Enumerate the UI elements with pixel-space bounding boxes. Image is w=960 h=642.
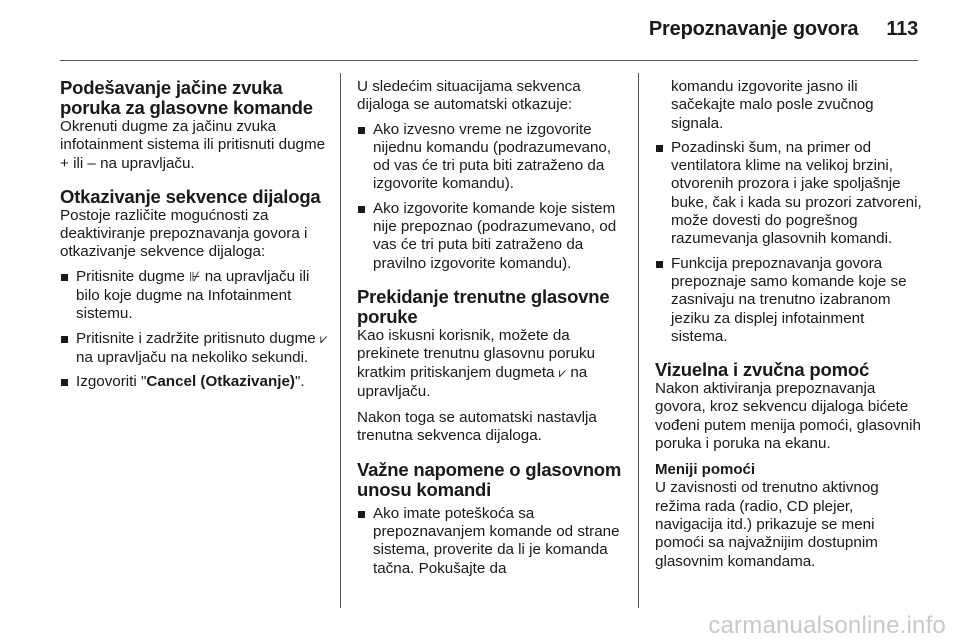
list-item xyxy=(60,330,328,368)
column-divider xyxy=(340,73,341,608)
paragraph: Nakon aktiviranja prepoznavanja govora, kroz sekvencu dijaloga bićete vođeni putem menija pomoći, glasovnih poruka i poruka na ekanu. xyxy=(655,380,921,453)
watermark: carmanualsonline.info xyxy=(708,612,946,639)
list-item-text: Pritisnite dugme xyxy=(76,267,185,285)
list-item: Funkcija prepoznavanja govora prepoznaje samo komande koje se zasnivaju na trenutno izabranom jeziku za displej infotainment sistema. xyxy=(655,255,923,346)
column-1 xyxy=(60,78,328,392)
page-title: Prepoznavanje govora xyxy=(648,18,859,40)
subsection-title: Meniji pomoći xyxy=(655,461,756,479)
paragraph: komandu izgovorite jasno ili sačekajte malo posle zvučnog signala. xyxy=(671,78,874,132)
command-text: Cancel (Otkazivanje) xyxy=(146,373,295,391)
header-divider xyxy=(60,60,918,61)
list-item-text: na upravljaču na nekoliko sekundi. xyxy=(76,348,309,366)
paragraph-text: na upravljaču. xyxy=(357,363,588,400)
column-divider xyxy=(638,73,639,608)
list-item: Ako imate poteškoća sa prepoznavanjem komande od strane sistema, proverite da li je komanda tačna. Pokušajte da xyxy=(357,505,627,578)
paragraph: Postoje različite mogućnosti za deaktiviranje prepoznavanja govora i otkazivanje sekvence dijaloga: xyxy=(60,206,308,261)
voice-icon: ⩗ xyxy=(558,365,567,381)
paragraph: U sledećim situacijama sekvenca dijaloga se automatski otkazuje: xyxy=(357,78,581,114)
section-title: Prekidanje trenutne glasovne poruke xyxy=(357,285,610,327)
paragraph: U zavisnosti od trenutno aktivnog režima rada (radio, CD plejer, navigacija itd.) prikazuje se meni pomoći sa najvažnijim dostupnim glasovnim komandama. xyxy=(655,479,879,570)
list-item-text: Pritisnite i zadržite pritisnuto dugme xyxy=(76,329,316,347)
list-item-text: Izgovoriti " xyxy=(76,373,147,391)
page-number: 113 xyxy=(886,18,918,40)
list-item: Pozadinski šum, na primer od ventilatora klime na velikoj brzini, otvorenih prozora i jake spoljašnje buke, čak i kada su prozori zatvoreni, može dovesti do pogrešnog razumevanja glasovnih komandi. xyxy=(655,139,923,249)
column-2 xyxy=(357,78,627,578)
page-header xyxy=(649,18,918,41)
section-title: Važne napomene o glasovnom unosu komandi xyxy=(357,458,622,500)
list-item: Ako izgovorite komande koje sistem nije prepoznao (podrazumevano, od vas će tri puta biti zatraženo da pravilno izgovorite komandu). xyxy=(357,200,627,273)
section-title: Otkazivanje sekvence dijaloga xyxy=(60,185,321,207)
paragraph: Nakon toga se automatski nastavlja trenutna sekvenca dijaloga. xyxy=(357,409,597,445)
paragraph-text: Kao iskusni korisnik, možete da prekinete trenutnu glasovnu poruku kratkim pritiskanjem dugmeta xyxy=(357,326,596,381)
list-item xyxy=(60,268,328,324)
paragraph xyxy=(357,327,627,401)
list-item: Ako izvesno vreme ne izgovorite nijednu komandu (podrazumevano, od vas će tri puta biti zatraženo da izgovorite komandu). xyxy=(357,121,627,194)
voice-icon: ⩗ xyxy=(319,331,328,347)
column-3 xyxy=(655,78,923,571)
voice-off-icon: ⊮ xyxy=(189,269,201,285)
list-item xyxy=(60,373,328,391)
section-title: Podešavanje jačine zvuka poruka za glasovne komande xyxy=(60,77,313,118)
section-title: Vizuelna i zvučna pomoć xyxy=(655,359,870,381)
paragraph: Okrenuti dugme za jačinu zvuka infotainment sistema ili pritisnuti dugme + ili – na upravljaču. xyxy=(60,118,326,172)
list-item-text: na upravljaču ili bilo koje dugme na Infotainment sistemu. xyxy=(76,267,310,323)
list-item-text: ". xyxy=(294,373,305,391)
